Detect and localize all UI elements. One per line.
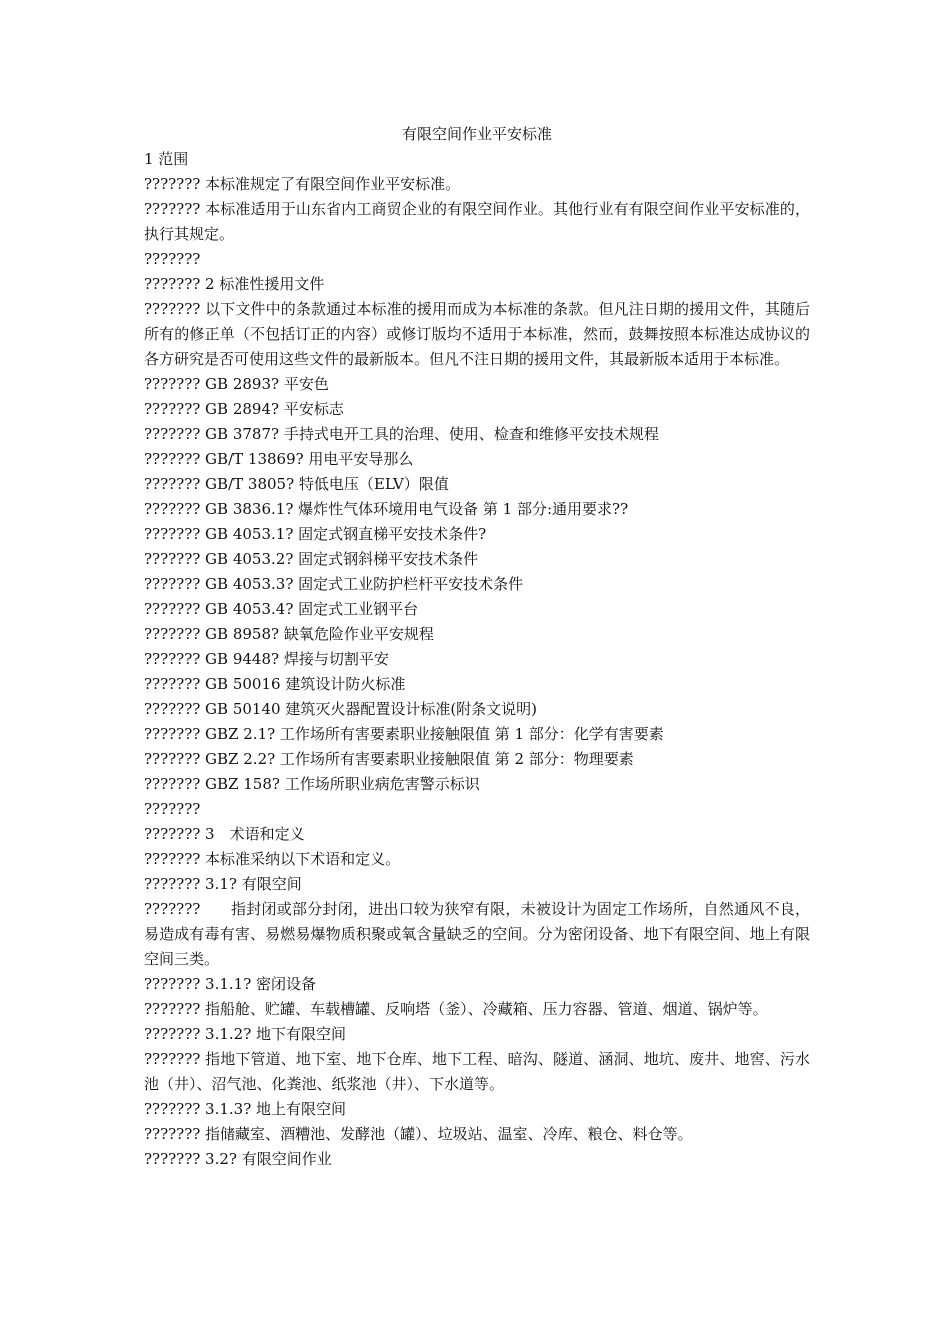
paragraph: ??????? GB 4053.3? 固定式工业防护栏杆平安技术条件 [144,575,524,593]
paragraph: ??????? 3 术语和定义 [144,825,305,843]
paragraph: ??????? 指船舱、贮罐、车载槽罐、反响塔（釜）、冷藏箱、压力容器、管道、烟道、锅炉等。 [144,1000,768,1018]
paragraph: ??????? 指地下管道、地下室、地下仓库、地下工程、暗沟、隧道、涵洞、地坑、废井、地窖、污水池（井）、沼气池、化粪池、纸浆池（井）、下水道等。 [144,1050,810,1093]
paragraph: ??????? GB 4053.4? 固定式工业钢平台 [144,600,419,618]
paragraph: ??????? 本标准采纳以下术语和定义。 [144,850,401,868]
paragraph: ??????? 本标准规定了有限空间作业平安标准。 [144,175,461,193]
paragraph: ??????? GB 3836.1? 爆炸性气体环境用电气设备 第 1 部分:通用要求?? [144,500,629,518]
paragraph: ??????? 3.1.2? 地下有限空间 [144,1025,347,1043]
paragraph: ??????? GB 8958? 缺氧危险作业平安规程 [144,625,434,643]
paragraph: ??????? GB 50140 建筑灭火器配置设计标准(附条文说明) [144,700,538,718]
paragraph: ??????? GB 3787? 手持式电开工具的治理、使用、检查和维修平安技术规程 [144,425,659,443]
paragraph: ??????? GBZ 158? 工作场所职业病危害警示标识 [144,775,480,793]
paragraph: ??????? GB 50016 建筑设计防火标准 [144,675,406,693]
paragraph: ??????? GB 4053.2? 固定式钢斜梯平安技术条件 [144,550,479,568]
paragraph: ??????? 3.2? 有限空间作业 [144,1150,332,1168]
paragraph: ??????? 2 标准性援用文件 [144,275,325,293]
paragraph: 1 范围 [144,150,189,168]
paragraph: ??????? GBZ 2.2? 工作场所有害要素职业接触限值 第 2 部分：物理要素 [144,750,634,768]
paragraph: ??????? GB 2894? 平安标志 [144,400,344,418]
paragraph: ??????? 以下文件中的条款通过本标准的援用而成为本标准的条款。但凡注日期的援用文件，其随后所有的修正单（不包括订正的内容）或修订版均不适用于本标准，然而，鼓舞按照本标准达成协议的各方研究是否可使用这些文件的最新版本。但凡不注日期的援用文件，其最新版本适用于本标准。 [144,300,810,368]
paragraph: ??????? [144,800,201,818]
paragraph: ??????? 指储藏室、酒糟池、发酵池（罐）、垃圾站、温室、冷库、粮仓、料仓等。 [144,1125,693,1143]
paragraph: ??????? 3.1? 有限空间 [144,875,302,893]
paragraph: ??????? 本标准适用于山东省内工商贸企业的有限空间作业。其他行业有有限空间作业平安标准的，执行其规定。 [144,200,810,243]
paragraph: ??????? 3.1.1? 密闭设备 [144,975,317,993]
document-body [144,147,810,1172]
paragraph: ??????? GBZ 2.1? 工作场所有害要素职业接触限值 第 1 部分：化学有害要素 [144,725,664,743]
paragraph: ??????? GB 4053.1? 固定式钢直梯平安技术条件? [144,525,487,543]
paragraph: ??????? 指封闭或部分封闭，进出口较为狭窄有限，未被设计为固定工作场所，自然通风不良，易造成有毒有害、易燃易爆物质积聚或氧含量缺乏的空间。分为密闭设备、地下有限空间、地上有限空间三类。 [144,900,810,968]
paragraph: ??????? 3.1.3? 地上有限空间 [144,1100,347,1118]
paragraph: ??????? GB/T 13869? 用电平安导那么 [144,450,414,468]
document-title: 有限空间作业平安标准 [401,125,552,143]
paragraph: ??????? GB 2893? 平安色 [144,375,329,393]
paragraph: ??????? GB 9448? 焊接与切割平安 [144,650,389,668]
paragraph: ??????? GB/T 3805? 特低电压（ELV）限值 [144,475,449,493]
paragraph: ??????? [144,250,201,268]
document-page [144,122,810,1172]
